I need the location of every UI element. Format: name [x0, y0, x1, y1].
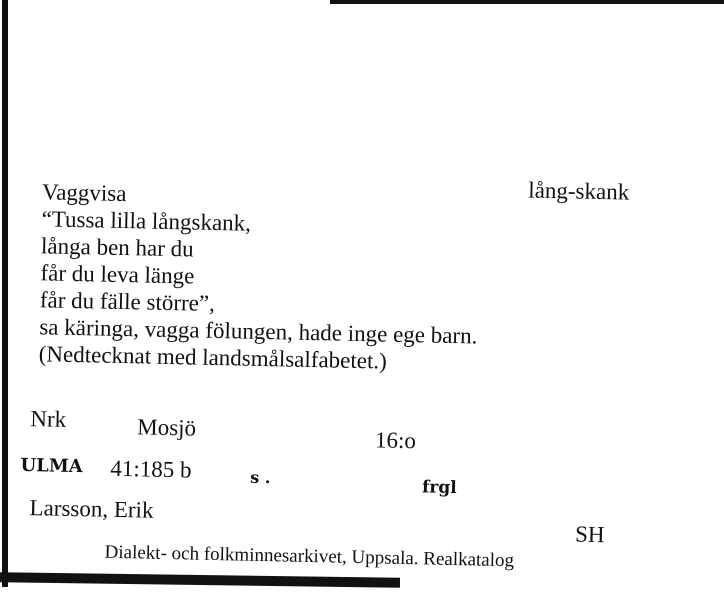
archive-label: ULMA	[20, 454, 83, 478]
keyword: lång-skank	[528, 177, 630, 205]
region-code: Nrk	[30, 406, 67, 432]
note-line: (Nedtecknat med landsmålsalfabetet.)	[38, 341, 388, 374]
category-code: frgl	[421, 477, 457, 499]
card-body	[39, 178, 481, 376]
recorder-name: Larsson, Erik	[29, 495, 154, 523]
s-mark: s .	[250, 467, 271, 488]
verse-line: får du fälle större”,	[39, 287, 216, 316]
verse-line: “Tussa lilla långskank,	[41, 206, 252, 236]
initials: SH	[574, 521, 605, 548]
place-name: Mosjö	[137, 414, 197, 441]
verse-line: får du leva länge	[40, 260, 195, 289]
verse-line: långa ben har du	[40, 233, 194, 262]
archive-number: 41:185 b	[110, 455, 192, 483]
card-title: Vaggvisa	[41, 179, 127, 207]
verse-line: sa käringa, vagga fölungen, hade inge ege barn.	[39, 314, 478, 349]
archive-footer: Dialekt- och folkminnesarkivet, Uppsala. Realkatalog	[104, 541, 515, 572]
format-code: 16:o	[374, 427, 417, 454]
